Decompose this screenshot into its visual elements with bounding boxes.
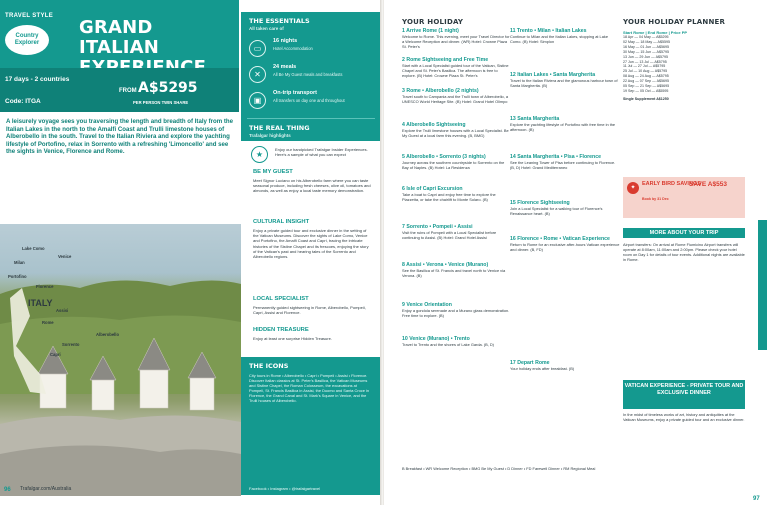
day-heading: 17 Depart Rome <box>510 360 550 366</box>
cultural-insight-title: CULTURAL INSIGHT <box>253 219 310 225</box>
vatican-experience-text: In the midst of timeless works of art, history and antiquities at the Vatican Museums, enjoy a private guided tour and an exclusive dinner. <box>623 412 745 422</box>
essential-main: 24 meals <box>273 64 297 70</box>
essentials-title: THE ESSENTIALS <box>249 17 310 25</box>
icons-box <box>241 357 381 495</box>
day-heading: 16 Florence • Rome • Vatican Experience <box>510 236 610 242</box>
style-tag: TRAVEL STYLE <box>5 13 54 19</box>
planner-row: 22 Aug — 07 Sep — A$5695 <box>623 79 669 84</box>
day-body: Join a Local Specialist for a walking tour of Florence's Renaissance heart. (B) <box>510 206 603 217</box>
planner-row: 16 May — 01 Jun — A$5695 <box>623 44 669 49</box>
day-heading: 3 Rome • Alberobello (2 nights) <box>402 88 479 94</box>
essential-sub: All transfers on day one and throughout <box>273 98 345 103</box>
itinerary-day <box>510 72 620 88</box>
trip-duration: 17 days - 2 countries <box>5 76 70 83</box>
more-about-trip-text: Airport transfers: On arrival at Rome Fiumicino Airport transfers will operate at 8:00am, 11:00am and 2:00pm. Please check your hotel room on Day 1 for details of tour events. Additional nights are available in Rome. <box>623 242 745 262</box>
page-number-right: 97 <box>753 496 760 502</box>
meal-legend: B Breakfast • WR Welcome Reception • BMG Be My Guest • D Dinner • FD Farewell Dinner • RM Regional Meal <box>402 466 596 471</box>
icons-text: City tours in Rome • Alberobello • Capri • Pompeii • Assisi • Florence. Discover Italian classics at St. Peter's Basilica, the Vatican Museums and Sistine Chapel, the Roman Colosseum, the excavations at Pompeii, St. Francis Basilica in Assisi, the Duomo and Santa Croce in Florence, the Grand Canal and St. Mark's Square in Venice, and the Trulli houses of Alberobello. <box>249 373 370 404</box>
day-heading: 5 Alberobello • Sorrento (3 nights) <box>402 154 486 160</box>
map-country-label: ITALY <box>28 298 53 308</box>
itinerary-day <box>402 154 512 170</box>
day-body: Continue to Milan and the Italian Lakes, stopping at Lake Como. (B) Hotel: Simplon <box>510 34 608 45</box>
itinerary-day <box>402 302 512 318</box>
day-body: Welcome to Rome. This evening, meet your Travel Director for a Welcome Reception and dinner. (WR) Hotel: Crowne Plaza St. Peter's <box>402 34 510 50</box>
highlights-intro: Enjoy our handpicked Trafalgar Insider Experiences. Here's a sample of what you can expect <box>275 147 368 158</box>
hidden-treasure-title: HIDDEN TREASURE <box>253 327 309 333</box>
early-bird-note: Book by 31 Dec <box>642 197 669 201</box>
real-thing-subtitle: Trafalgar highlights <box>249 133 291 138</box>
day-body: Enjoy a gondola serenade and a Murano glass demonstration. Free time to explore. (B) <box>402 308 510 319</box>
local-specialist-text: Permanently guided sightseeing in Rome, Alberobello, Pompeii, Capri, Assisi and Florence. <box>253 305 366 316</box>
trulli-landscape-photo <box>0 224 241 496</box>
footer-url: Trafalgar.com/Australia <box>20 486 72 492</box>
day-heading: 14 Santa Margherita • Pisa • Florence <box>510 154 601 160</box>
planner-columns: Start Rome | End Rome | Price PP <box>623 30 688 35</box>
planner-row: 25 Jul — 10 Aug — A$5795 <box>623 69 668 74</box>
day-heading: 15 Florence Sightseeing <box>510 200 570 206</box>
day-heading: 13 Santa Margherita <box>510 116 560 122</box>
day-heading: 10 Venice (Murano) • Trento <box>402 336 470 342</box>
real-thing-title: THE REAL THING <box>249 124 310 132</box>
local-specialist-title: LOCAL SPECIALIST <box>253 296 309 302</box>
essential-item <box>249 38 379 63</box>
map-place: Florence <box>36 284 54 289</box>
map-place: Sorrento <box>62 342 80 347</box>
day-heading: 8 Assisi • Verona • Venice (Murano) <box>402 262 489 268</box>
itinerary-day <box>402 88 512 104</box>
itinerary-day <box>402 57 512 78</box>
day-body: Explore the Trulli limestone houses with a Local Specialist. Be My Guest at a local farm this evening. (B, BMG) <box>402 128 509 139</box>
early-bird-panel <box>623 177 745 218</box>
page-number-left: 96 <box>4 487 11 493</box>
country-explorer-logo: Country Explorer <box>5 25 49 55</box>
itinerary-day <box>402 336 512 347</box>
meal-icon: ✕ <box>249 66 266 83</box>
essential-sub: Hotel Accommodation <box>273 46 313 51</box>
essential-main: 16 nights <box>273 38 298 44</box>
itinerary-day <box>510 154 620 170</box>
sidebar <box>241 0 381 505</box>
highlights-block <box>241 141 381 367</box>
map-place: Portofino <box>8 274 27 279</box>
map-place: Lake Como <box>22 246 45 251</box>
left-page <box>0 0 381 505</box>
day-body: Your holiday ends after breakfast. (B) <box>510 366 575 372</box>
price-note: PER PERSON TWIN SHARE <box>133 100 189 105</box>
day-body: Explore the yachting lifestyle of Portofino with free time in the afternoon. (B) <box>510 122 616 133</box>
planner-row: 30 May — 15 Jun — A$5795 <box>623 49 669 54</box>
itinerary-day <box>510 236 620 252</box>
planner-row: 11 Jul — 27 Jul — A$5795 <box>623 64 666 69</box>
trip-code: Code: ITGA <box>5 98 41 105</box>
day-body: Return to Rome for an exclusive after-hours Vatican experience and dinner. (B, FD) <box>510 242 620 253</box>
itinerary-day <box>402 224 512 240</box>
map-place: Alberobello <box>96 332 120 337</box>
day-heading: 9 Venice Orientation <box>402 302 452 308</box>
price-from-label: FROM <box>119 88 137 94</box>
map-place: Venice <box>58 254 72 259</box>
icons-title: THE ICONS <box>249 362 289 370</box>
be-my-guest-text: Meet Signor Luciano on his Alberobello farm where you can taste seasonal produce, including fresh cheeses, olive oil, tomatoes and almonds, as well as enjoy a local taste memory demonstration. <box>253 178 371 194</box>
travel-style-badge <box>5 13 75 55</box>
itinerary-day <box>510 116 620 132</box>
map-place: Rome <box>42 320 54 325</box>
bed-icon: ▭ <box>249 40 266 57</box>
divider <box>247 118 375 119</box>
single-supplement: Single Supplement A$1250 <box>623 96 669 101</box>
essential-main: On-trip transport <box>273 90 317 96</box>
social-links[interactable]: Facebook • Instagram • @trafalgartravel <box>249 486 321 491</box>
day-heading: 6 Isle of Capri Excursion <box>402 186 463 192</box>
planner-row: 05 Sep — 21 Sep — A$5695 <box>623 84 670 89</box>
itinerary-day <box>402 28 512 49</box>
itinerary-day <box>510 200 620 216</box>
day-heading: 4 Alberobello Sightseeing <box>402 122 466 128</box>
coach-icon: ▣ <box>249 92 266 109</box>
day-body: See the Basilica of St. Francis and travel north to Venice via Verona. (B) <box>402 268 506 279</box>
early-bird-save: SAVE A$553 <box>689 181 727 188</box>
day-body: Take a boat to Capri and enjoy free time to explore the Piazzetta, or take the chairlift to Monte Solaro. (B) <box>402 192 496 203</box>
planner-title: YOUR HOLIDAY PLANNER <box>623 18 726 26</box>
planner-row: 18 Apr — 04 May — A$5295 <box>623 35 669 39</box>
day-body: Journey across the southern countryside to Sorrento on the Bay of Naples. (B) Hotel: La Residenza <box>402 160 505 171</box>
holiday-planner <box>623 18 745 102</box>
your-holiday-title: YOUR HOLIDAY <box>402 18 464 26</box>
be-my-guest-title: BE MY GUEST <box>253 169 293 175</box>
essential-sub: All Be My Guest meals and breakfasts <box>273 72 343 77</box>
day-body: Travel to the Italian Riviera and the glamorous harbour town of Santa Margherita. (B) <box>510 78 618 89</box>
planner-row: 02 May — 18 May — A$5595 <box>623 39 670 44</box>
itinerary-day <box>402 122 512 138</box>
essential-item <box>249 64 379 89</box>
day-heading: 1 Arrive Rome (1 night) <box>402 28 459 34</box>
day-body: See the Leaning Tower of Pisa before continuing to Florence. (B, D) Hotel: Grand Mediterraneo <box>510 160 616 171</box>
map-place: Assisi <box>56 308 69 313</box>
planner-row: 19 Sep — 05 Oct — A$5595 <box>623 88 669 93</box>
day-body: Visit the ruins of Pompeii with a Local Specialist before continuing to Assisi. (B) Hotel: Grand Hotel Assisi <box>402 230 497 241</box>
bird-icon: ✦ <box>627 182 639 194</box>
landscape-illustration <box>0 224 241 496</box>
itinerary-day <box>510 28 620 44</box>
map-place: Milan <box>14 260 25 265</box>
more-about-trip-title: MORE ABOUT YOUR TRIP <box>623 228 745 238</box>
trip-title: GRAND ITALIAN <box>79 17 160 58</box>
planner-row: 27 Jun — 13 Jul — A$5795 <box>623 59 667 64</box>
day-heading: 11 Trento • Milan • Italian Lakes <box>510 28 587 34</box>
day-body: Start with a Local Specialist guided tour of the Vatican, Sistine Chapel and St. Peter's Basilica. The afternoon is free to explore. (B) Hotel: Crowne Plaza St. Peter's <box>402 63 509 79</box>
planner-row: 08 Aug — 24 Aug — A$5795 <box>623 74 669 79</box>
header-band <box>0 0 239 112</box>
planner-row: 13 Jun — 29 Jun — A$5795 <box>623 54 668 59</box>
day-body: Travel south to Campania and the Trulli town of Alberobello, a UNESCO World Heritage Site. (B) Hotel: Grand Hotel Olimpo <box>402 94 509 105</box>
essential-item <box>249 90 379 115</box>
itinerary-day <box>402 262 512 278</box>
trip-price: A$5295 <box>138 80 198 96</box>
section-tab <box>758 220 767 350</box>
itinerary-day <box>510 360 620 371</box>
star-icon: ★ <box>251 146 268 163</box>
day-body: Travel to Trento and the shores of Lake Garda. (B, D) <box>402 342 494 348</box>
day-heading: 12 Italian Lakes • Santa Margherita <box>510 72 596 78</box>
vatican-experience-title: VATICAN EXPERIENCE - PRIVATE TOUR AND EXCLUSIVE DINNER <box>623 380 745 409</box>
intro-text: A leisurely voyage sees you traversing the length and breadth of Italy from the Italian Lakes in the north to the Amalfi Coast and Trulli limestone houses of Alberobello in the south. Travel to the Italian Riviera and explore the yachting lifestyle of Portofino, relax in Sorrento with a refreshing 'Limoncello' and see the sights in Venice, Florence and Rome. <box>6 118 233 156</box>
cultural-insight-text: Enjoy a private guided tour and exclusive dinner in the setting of the Vatican Museums. Discover the sights of Lake Como, Venice and Portofino, the Amalfi Coast and Capri, tracing the intricate histories of the Sistine Chapel and its frescoes, enjoying the story of the Vatican's past and hearing tales of the Sorrento and Alberobello regions. <box>253 228 369 260</box>
hidden-treasure-text: Enjoy at least one surprise Hidden Treasure. <box>253 336 332 341</box>
itinerary-day <box>402 186 512 202</box>
day-heading: 7 Sorrento • Pompeii • Assisi <box>402 224 473 230</box>
day-heading: 2 Rome Sightseeing and Free Time <box>402 57 489 63</box>
early-bird-title: EARLY BIRD SAVINGS <box>642 181 701 187</box>
map-place: Capri <box>50 352 61 357</box>
essentials-subtitle: All taken care of <box>249 26 284 31</box>
